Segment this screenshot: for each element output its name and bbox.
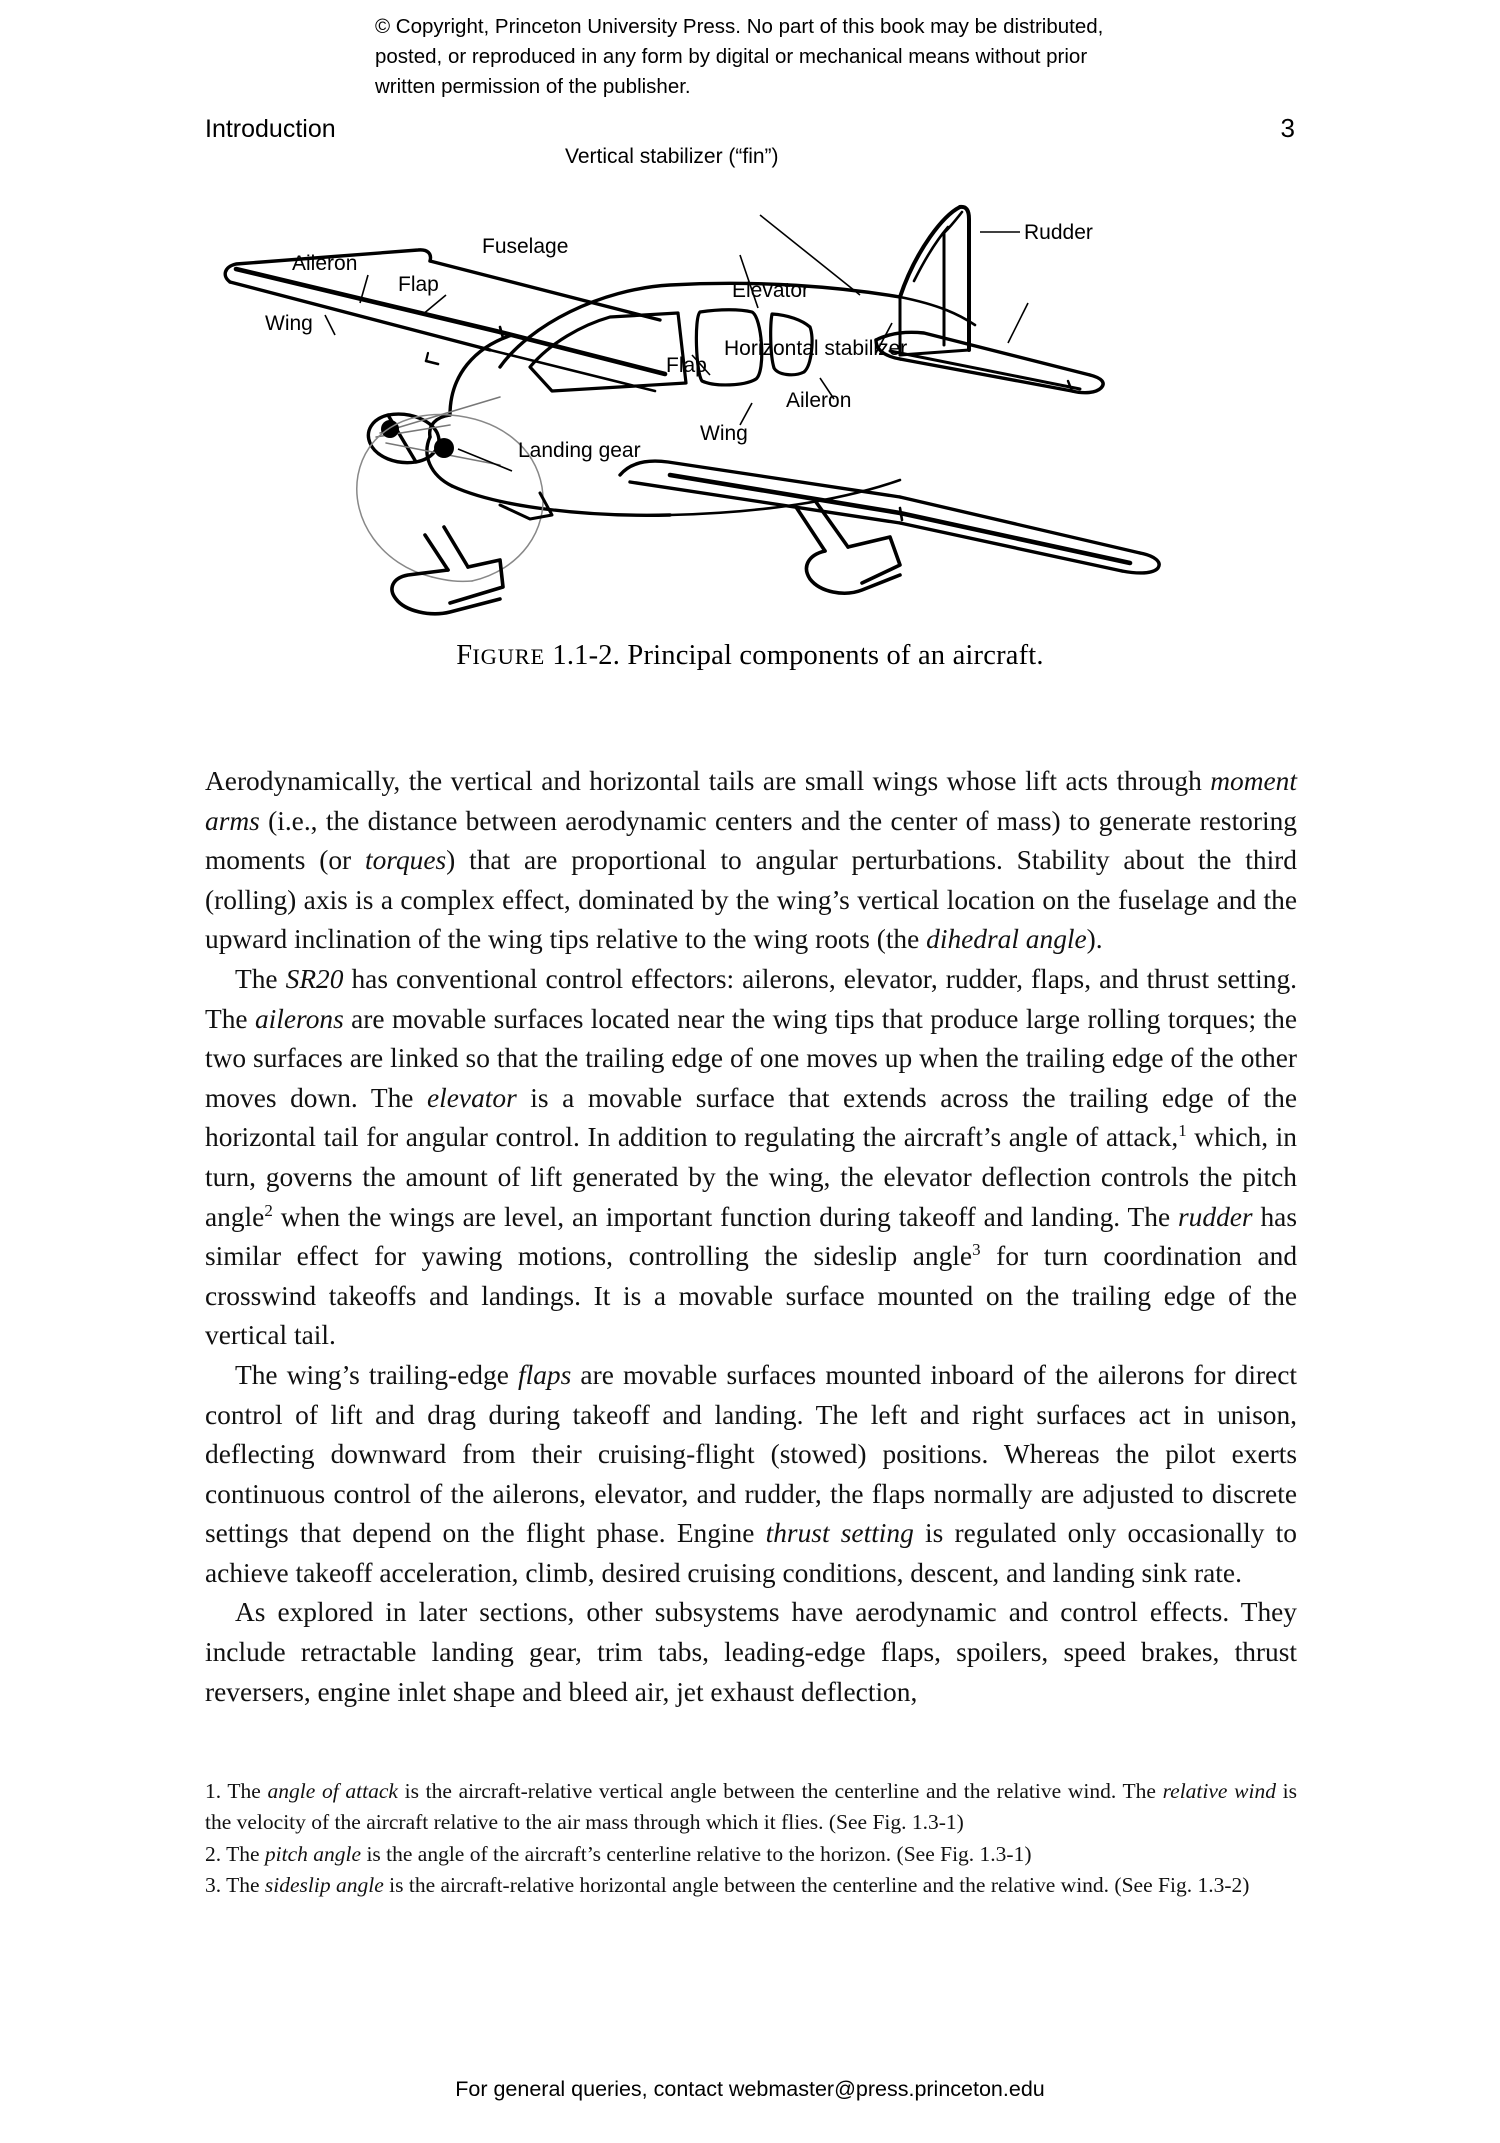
footnotes	[205, 1776, 1297, 1902]
body-text	[205, 762, 1297, 1712]
label-flap-right: Flap	[666, 354, 707, 377]
running-head	[205, 113, 1295, 147]
running-head-title: Introduction	[205, 115, 336, 143]
label-flap-left: Flap	[398, 273, 439, 296]
footnote-item: 1. The angle of attack is the aircraft-relative vertical angle between the centerline and the relative wind. The relative wind is the velocity of the aircraft relative to the air mass through which it flies. (See Fig. 1.3-1)	[205, 1779, 1297, 1835]
label-horizontal-stabilizer: Horizontal stabilizer	[724, 337, 908, 360]
label-rudder: Rudder	[1024, 221, 1093, 244]
label-landing-gear: Landing gear	[518, 439, 641, 462]
label-wing-right: Wing	[700, 422, 748, 445]
page-number: 3	[1280, 113, 1295, 143]
footnote-item: 3. The sideslip angle is the aircraft-relative horizontal angle between the centerline and the relative wind. (See Fig. 1.3-2)	[205, 1873, 1250, 1898]
footnote-item: 2. The pitch angle is the angle of the aircraft’s centerline relative to the horizon. (See Fig. 1.3-1)	[205, 1841, 1032, 1866]
figure-aircraft-components	[200, 145, 1300, 645]
leader-flap-left	[422, 295, 446, 315]
leader-wing-left	[325, 315, 335, 335]
copyright-notice: © Copyright, Princeton University Press. No part of this book may be distributed, posted, or reproduced in any form by digital or mechanical means without prior written permission of the publisher.	[375, 15, 1104, 98]
label-vertical-stabilizer: Vertical stabilizer (“fin”)	[565, 145, 779, 168]
label-aileron-right: Aileron	[786, 389, 852, 412]
figure-caption-text: 1.1-2. Principal components of an aircraft.	[545, 640, 1044, 671]
body-paragraph: Aerodynamically, the vertical and horizontal tails are small wings whose lift acts through moment arms (i.e., the distance between aerodynamic centers and the center of mass) to generate restoring moments (or torques) that are proportional to angular perturbations. Stability about the third (rolling) axis is a complex effect, dominated by the wing’s vertical location on the fuselage and the upward inclination of the wing tips relative to the wing roots (the dihedral angle).	[205, 766, 1297, 955]
body-paragraph: The wing’s trailing-edge flaps are movable surfaces mounted inboard of the ailerons for direct control of lift and drag during takeoff and landing. The left and right surfaces act in unison, deflecting downward from their cruising-flight (stowed) positions. Whereas the pilot exerts continuous control of the ailerons, elevator, and rudder, the flaps normally are adjusted to discrete settings that depend on the flight phase. Engine thrust setting is regulated only occasionally to achieve takeoff acceleration, climb, desired cruising conditions, descent, and landing sink rate.	[205, 1359, 1297, 1588]
label-wing-left: Wing	[265, 312, 313, 335]
label-elevator: Elevator	[732, 279, 810, 302]
leader-elevator	[1008, 303, 1028, 343]
label-aileron-left: Aileron	[292, 252, 358, 275]
leader-landing-gear	[458, 449, 512, 471]
body-paragraph: The SR20 has conventional control effectors: ailerons, elevator, rudder, flaps, and thrust setting. The ailerons are movable surfaces located near the wing tips that produce large rolling torques; the two surfaces are linked so that the trailing edge of one moves up when the trailing edge of the other moves down. The elevator is a movable surface that extends across the trailing edge of the horizontal tail for angular control. In addition to regulating the aircraft’s angle of attack,$^1$ which, in turn, governs the amount of lift generated by the wing, the elevator deflection controls the pitch angle$^2$ when the wings are level, an important function during takeoff and landing. The rudder has similar effect for yawing motions, controlling the sideslip angle$^3$ for turn coordination and crosswind takeoffs and landings. It is a movable surface mounted on the trailing edge of the vertical tail.	[205, 963, 1298, 1351]
figure-caption	[0, 640, 1500, 672]
aircraft-diagram	[200, 145, 1300, 645]
footer-contact: For general queries, contact webmaster@press.princeton.edu	[455, 2077, 1045, 2101]
label-fuselage: Fuselage	[482, 235, 569, 258]
figure-caption-igure: IGURE	[472, 644, 546, 669]
figure-caption-f: F	[456, 640, 473, 671]
body-paragraph: As explored in later sections, other subsystems have aerodynamic and control effects. They include retractable landing gear, trim tabs, leading-edge flaps, spoilers, speed brakes, thrust reversers, engine inlet shape and bleed air, jet exhaust deflection,	[205, 1597, 1297, 1707]
